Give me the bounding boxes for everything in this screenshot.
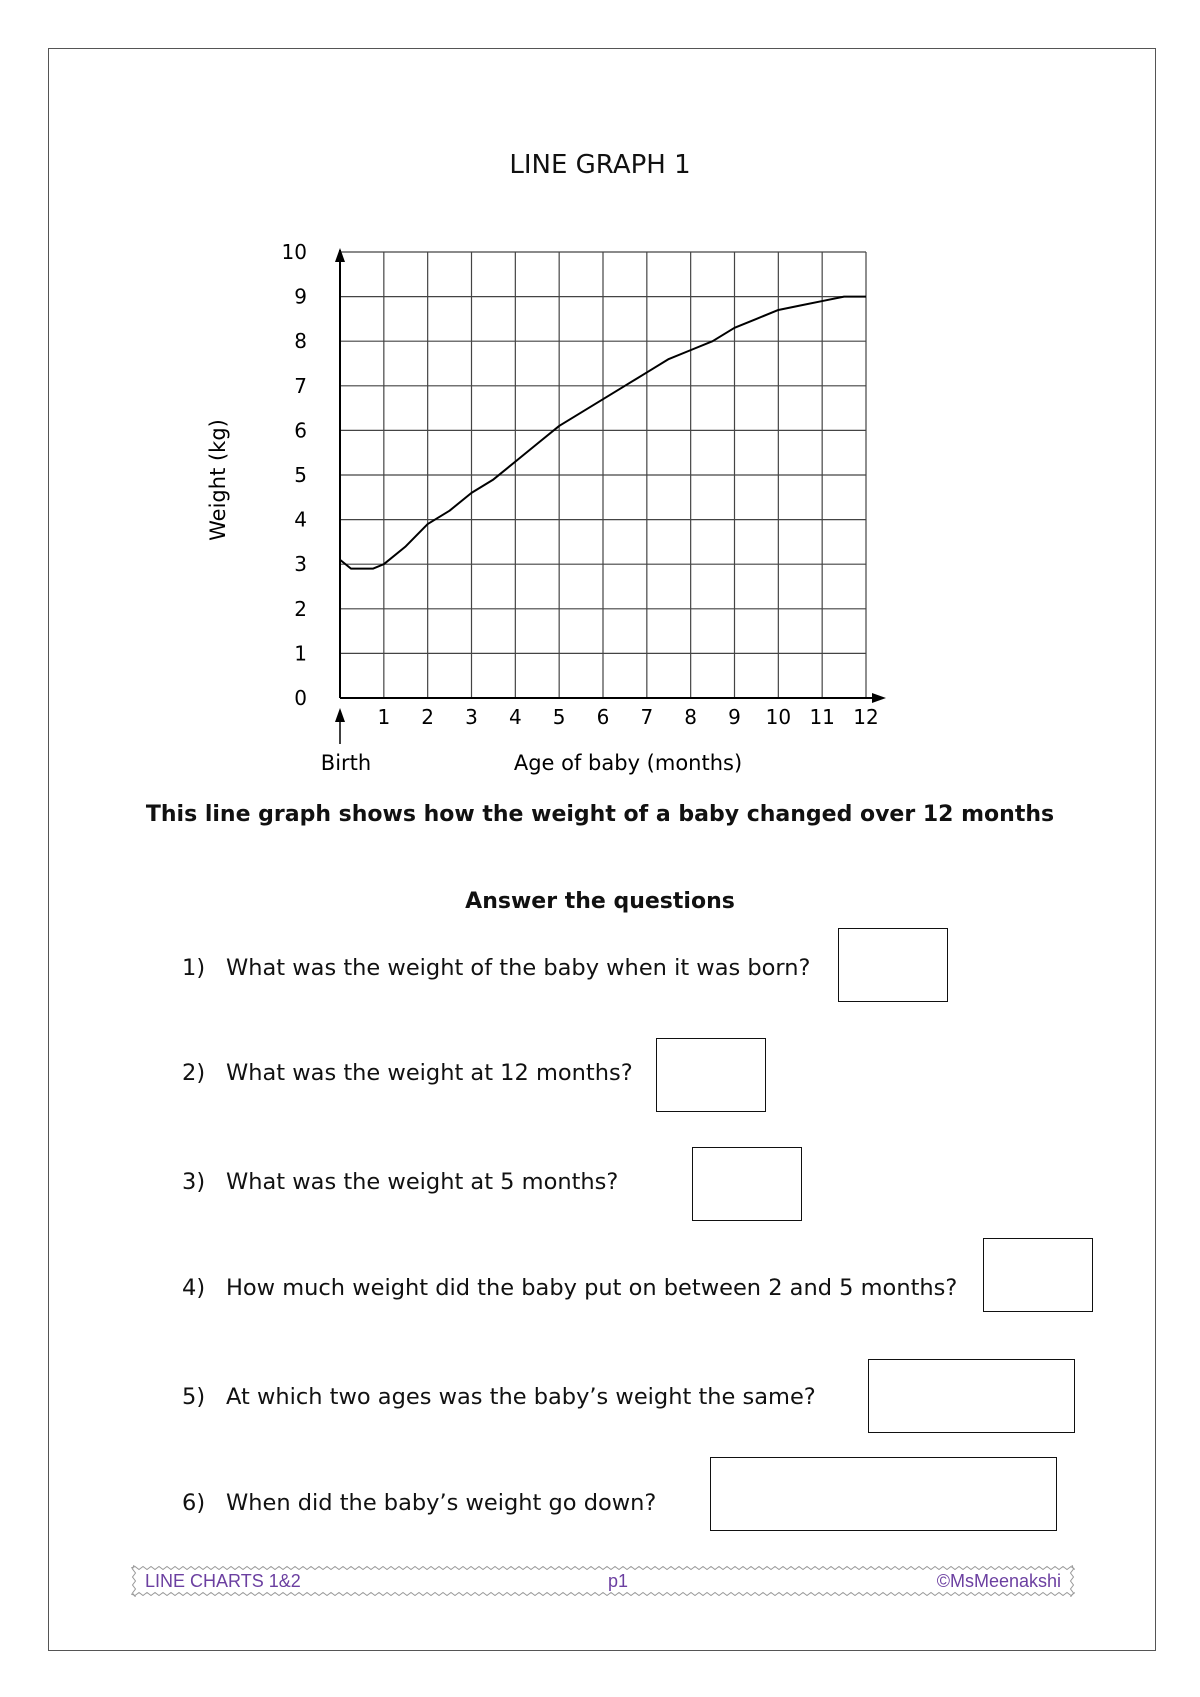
question-5 — [182, 1384, 816, 1410]
question-number: 5) — [182, 1384, 206, 1410]
x-tick-label: 4 — [508, 705, 522, 729]
x-tick-label: 2 — [421, 705, 435, 729]
x-tick-label: 11 — [809, 705, 835, 729]
answer-heading: Answer the questions — [465, 889, 735, 914]
question-number: 2) — [182, 1060, 206, 1086]
y-tick-label: 0 — [294, 686, 307, 710]
question-4 — [182, 1275, 957, 1301]
answer-box-2[interactable] — [656, 1038, 766, 1112]
footer-page-number: p1 — [608, 1571, 629, 1591]
y-tick-label: 4 — [294, 507, 307, 532]
x-tick-label: 8 — [684, 705, 698, 729]
question-3 — [182, 1169, 618, 1195]
question-number: 3) — [182, 1169, 206, 1195]
x-axis-label: Age of baby (months) — [513, 751, 743, 775]
y-tick-label: 2 — [294, 596, 307, 621]
footer-copyright: ©MsMeenakshi — [936, 1571, 1061, 1591]
x-axis-arrow — [872, 693, 886, 703]
x-origin-label: Birth — [320, 751, 372, 775]
birth-arrow-head — [335, 708, 345, 722]
answer-box-6[interactable] — [710, 1457, 1057, 1531]
x-tick-label: 12 — [853, 705, 879, 729]
question-text: At which two ages was the baby’s weight the same? — [226, 1384, 816, 1410]
x-tick-label: 1 — [377, 705, 391, 729]
y-tick-label: 1 — [294, 641, 307, 666]
y-tick-label: 5 — [294, 463, 307, 487]
y-tick-label: 9 — [294, 284, 307, 309]
x-tick-label: 6 — [596, 705, 610, 729]
y-tick-label: 3 — [294, 552, 307, 577]
y-axis-arrow — [335, 248, 345, 262]
y-tick-label: 6 — [294, 418, 307, 443]
question-text: How much weight did the baby put on between 2 and 5 months? — [226, 1275, 958, 1301]
y-tick-label: 8 — [294, 329, 307, 354]
answer-box-5[interactable] — [868, 1359, 1075, 1433]
y-tick-label: 10 — [281, 240, 307, 264]
question-text: What was the weight at 12 months? — [226, 1060, 633, 1086]
answer-box-1[interactable] — [838, 928, 948, 1002]
x-tick-label: 10 — [765, 705, 792, 729]
question-6 — [182, 1490, 656, 1516]
x-tick-label: 9 — [728, 705, 741, 729]
y-axis-label: Weight (kg) — [206, 419, 230, 541]
footer-zigzag-left — [133, 1565, 136, 1597]
question-text: What was the weight at 5 months? — [226, 1169, 619, 1195]
footer-zigzag-top — [131, 1567, 1075, 1570]
question-2 — [182, 1060, 633, 1086]
question-number: 1) — [182, 955, 206, 981]
footer-left: LINE CHARTS 1&2 — [145, 1571, 301, 1591]
question-number: 4) — [182, 1275, 206, 1301]
footer-zigzag-bottom — [131, 1593, 1075, 1596]
page-title: LINE GRAPH 1 — [509, 150, 691, 180]
x-tick-label: 5 — [552, 705, 566, 729]
question-number: 6) — [182, 1490, 206, 1516]
answer-box-3[interactable] — [692, 1147, 802, 1221]
answer-box-4[interactable] — [983, 1238, 1093, 1312]
chart-caption: This line graph shows how the weight of a baby changed over 12 months — [145, 802, 1055, 827]
question-1 — [182, 955, 810, 981]
line-chart — [0, 0, 1200, 790]
footer-zigzag-right — [1071, 1565, 1074, 1597]
question-text: What was the weight of the baby when it was born? — [226, 955, 811, 981]
x-tick-label: 7 — [640, 705, 654, 729]
y-tick-label: 7 — [294, 373, 307, 398]
question-text: When did the baby’s weight go down? — [226, 1490, 657, 1516]
x-tick-label: 3 — [465, 705, 478, 729]
footer — [131, 1565, 1075, 1597]
